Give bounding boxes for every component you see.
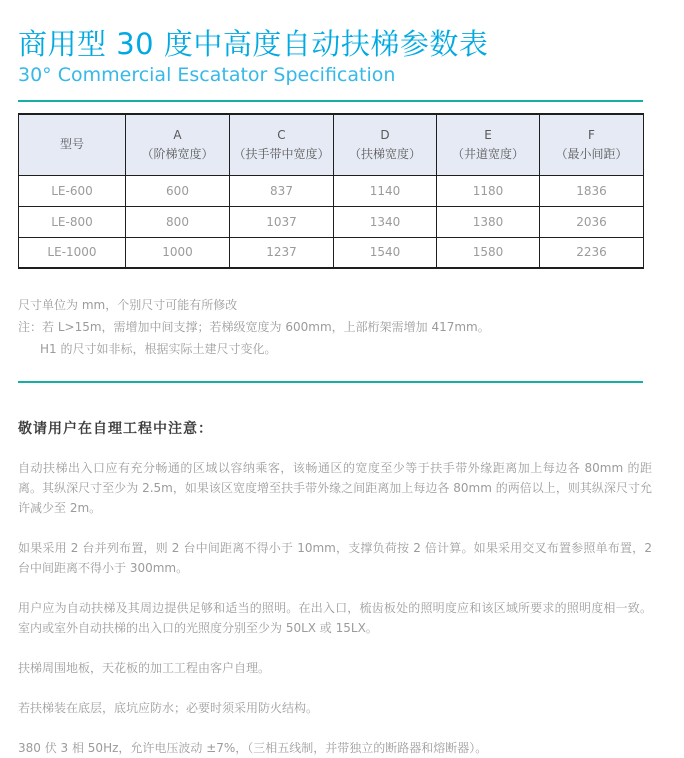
table-row xyxy=(19,206,644,237)
header-sublabel: （井道宽度） xyxy=(451,146,524,161)
table-row xyxy=(19,237,644,268)
notice-paragraph: 用户应为自动扶梯及其周边提供足够和适当的照明。在出入口，梳齿板处的照明度应和该区域所要求的照明度相一致。室内或室外自动扶梯的出入口的光照度分别至少为 50LX 或 15LX。 xyxy=(18,601,652,635)
header-cell-c xyxy=(230,114,334,175)
table-row xyxy=(19,175,644,206)
value-cell: 837 xyxy=(230,175,334,206)
header-sublabel: （最小间距） xyxy=(555,146,628,161)
divider-middle xyxy=(18,381,643,383)
value-cell: 1380 xyxy=(437,206,540,237)
header-sublabel: （扶手带中宽度） xyxy=(233,146,330,161)
header-sublabel: （阶梯宽度） xyxy=(141,146,214,161)
header-sublabel: （扶梯宽度） xyxy=(348,146,421,161)
header-cell-d xyxy=(334,114,437,175)
notice-paragraph: 自动扶梯出入口应有充分畅通的区域以容纳乘客，该畅通区的宽度至少等于扶手带外缘距离加上每边各 80mm 的距离。其纵深尺寸至少为 2.5m，如果该区宽度增至扶手带外缘之间距离加上每边各 80mm 的两倍以上，则其纵深尺寸允许减少至 2m。 xyxy=(18,461,652,515)
header-label: C xyxy=(277,127,286,142)
value-cell: 2236 xyxy=(540,237,644,268)
divider-top xyxy=(18,100,643,102)
value-cell: 1180 xyxy=(437,175,540,206)
value-cell: 1540 xyxy=(334,237,437,268)
value-cell: 600 xyxy=(126,175,230,206)
value-cell: 1000 xyxy=(126,237,230,268)
notice-paragraph: 扶梯周围地板，天花板的加工工程由客户自理。 xyxy=(18,661,271,675)
value-cell: 2036 xyxy=(540,206,644,237)
notice-paragraph: 380 伏 3 相 50Hz，允许电压波动 ±7%，（三相五线制，并带独立的断路器和熔断器）。 xyxy=(18,741,488,755)
page-subtitle: 30° Commercial Escatator Specification xyxy=(18,64,396,86)
header-label: A xyxy=(173,127,182,142)
note-line xyxy=(18,316,658,338)
notice-paragraph: 若扶梯装在底层，底坑应防水；必要时须采用防火结构。 xyxy=(18,701,319,715)
notice-paragraph: 如果采用 2 台并列布置，则 2 台中间距离不得小于 10mm，支撑负荷按 2 倍计算。如果采用交叉布置参照单布置，2 台中间距离不得小于 300mm。 xyxy=(18,541,652,575)
model-cell: LE-1000 xyxy=(19,237,126,268)
value-cell: 1140 xyxy=(334,175,437,206)
unit-note: 尺寸单位为 mm，个别尺寸可能有所修改 xyxy=(18,298,238,312)
page-title: 商用型 30 度中高度自动扶梯参数表 xyxy=(18,27,489,61)
value-cell: 1237 xyxy=(230,237,334,268)
header-label: 型号 xyxy=(59,137,84,152)
header-label: D xyxy=(380,127,390,142)
notice-heading: 敬请用户在自理工程中注意： xyxy=(18,421,213,437)
value-cell: 1580 xyxy=(437,237,540,268)
header-label: F xyxy=(588,127,595,142)
header-cell-f xyxy=(540,114,644,175)
table-header-row xyxy=(19,114,644,175)
header-label: E xyxy=(484,127,492,142)
spec-table xyxy=(18,113,644,269)
note-prefix: 注： xyxy=(18,320,43,334)
value-cell: 1340 xyxy=(334,206,437,237)
header-cell-e xyxy=(437,114,540,175)
model-cell: LE-600 xyxy=(19,175,126,206)
header-cell-model xyxy=(19,114,126,175)
value-cell: 800 xyxy=(126,206,230,237)
value-cell: 1037 xyxy=(230,206,334,237)
note-line-indented: H1 的尺寸如非标，根据实际土建尺寸变化。 xyxy=(40,342,277,356)
table-notes xyxy=(18,294,658,360)
model-cell: LE-800 xyxy=(19,206,126,237)
header-cell-a xyxy=(126,114,230,175)
note-text: 若 L>15m，需增加中间支撑；若梯级宽度为 600mm，上部桁架需增加 417mm。 xyxy=(42,320,490,334)
value-cell: 1836 xyxy=(540,175,644,206)
